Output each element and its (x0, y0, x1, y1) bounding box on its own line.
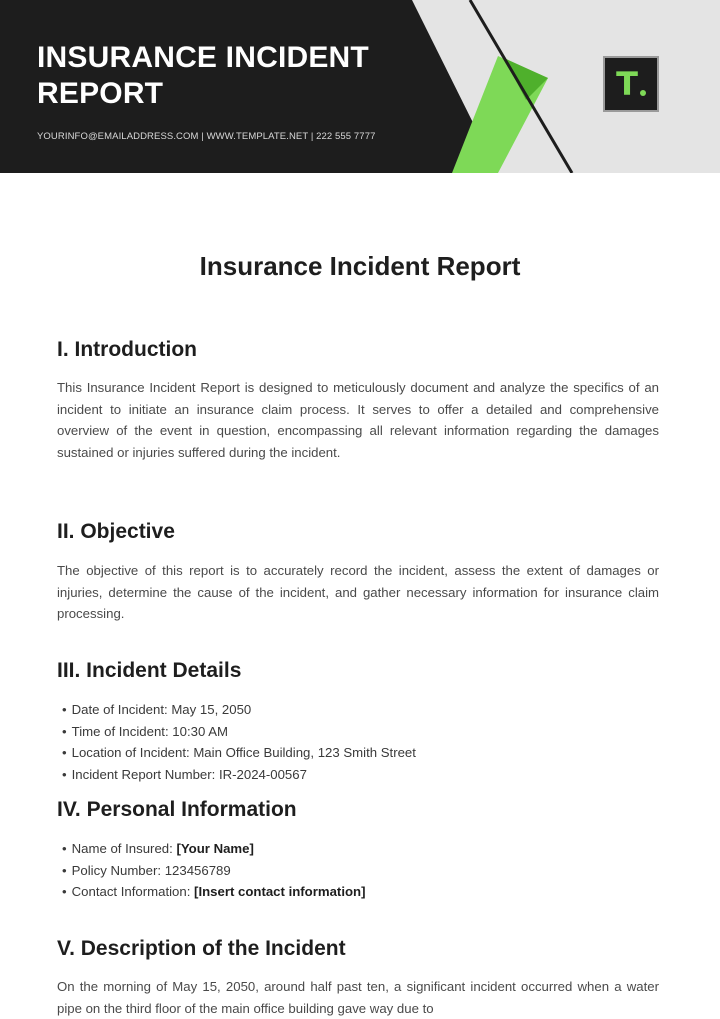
personal-information-list (62, 838, 366, 903)
description-heading: V. Description of the Incident (57, 937, 346, 960)
brand-title: INSURANCE INCIDENT REPORT (37, 41, 369, 110)
logo-dot (640, 90, 646, 96)
list-item-policy-number (62, 860, 366, 882)
description-body: On the morning of May 15, 2050, around half past ten, a significant incident occurred when a water pipe on the third floor of the main office building gave way due to (57, 979, 659, 1016)
personal-information-heading: IV. Personal Information (57, 798, 297, 821)
list-item-time: • Time of Incident: 10:30 AM (62, 721, 416, 743)
insured-name-label: Name of Insured: (71, 841, 177, 856)
list-item-location: • Location of Incident: Main Office Building, 123 Smith Street (62, 742, 416, 764)
list-item-date: • Date of Incident: May 15, 2050 (62, 699, 416, 721)
policy-number-label: Policy Number: 123456789 (71, 862, 231, 878)
page-header (0, 0, 720, 173)
insured-name-value: [Your Name] (176, 841, 254, 856)
introduction-heading: I. Introduction (57, 338, 197, 361)
logo-letter: T (616, 65, 638, 103)
introduction-body: This Insurance Incident Report is designed to meticulously document and analyze the specifics of an incident to initiate an insurance claim process. It serves to offer a detailed and comprehensive overview of the event in question, encompassing all relevant information regarding the damages sustained or injuries suffered during the incident. (57, 380, 659, 460)
incident-details-list (62, 699, 416, 785)
contact-information-label: Contact Information: (71, 884, 195, 900)
contact-info: YOURINFO@EMAILADDRESS.COM | WWW.TEMPLATE.NET | 222 555 7777 (37, 131, 376, 142)
template-logo (603, 56, 659, 112)
list-item-report-number: • Incident Report Number: IR-2024-00567 (62, 764, 416, 786)
list-item-insured-name (62, 838, 366, 860)
contact-information-value: [Insert contact information] (194, 884, 366, 900)
objective-heading: II. Objective (57, 520, 175, 543)
incident-details-heading: III. Incident Details (57, 659, 242, 682)
list-item-contact-information (62, 881, 366, 903)
objective-body: The objective of this report is to accurately record the incident, assess the extent of damages or injuries, determine the cause of the incident, and gather necessary information for insurance claim processing. (57, 563, 659, 622)
document-title: Insurance Incident Report (199, 251, 521, 281)
